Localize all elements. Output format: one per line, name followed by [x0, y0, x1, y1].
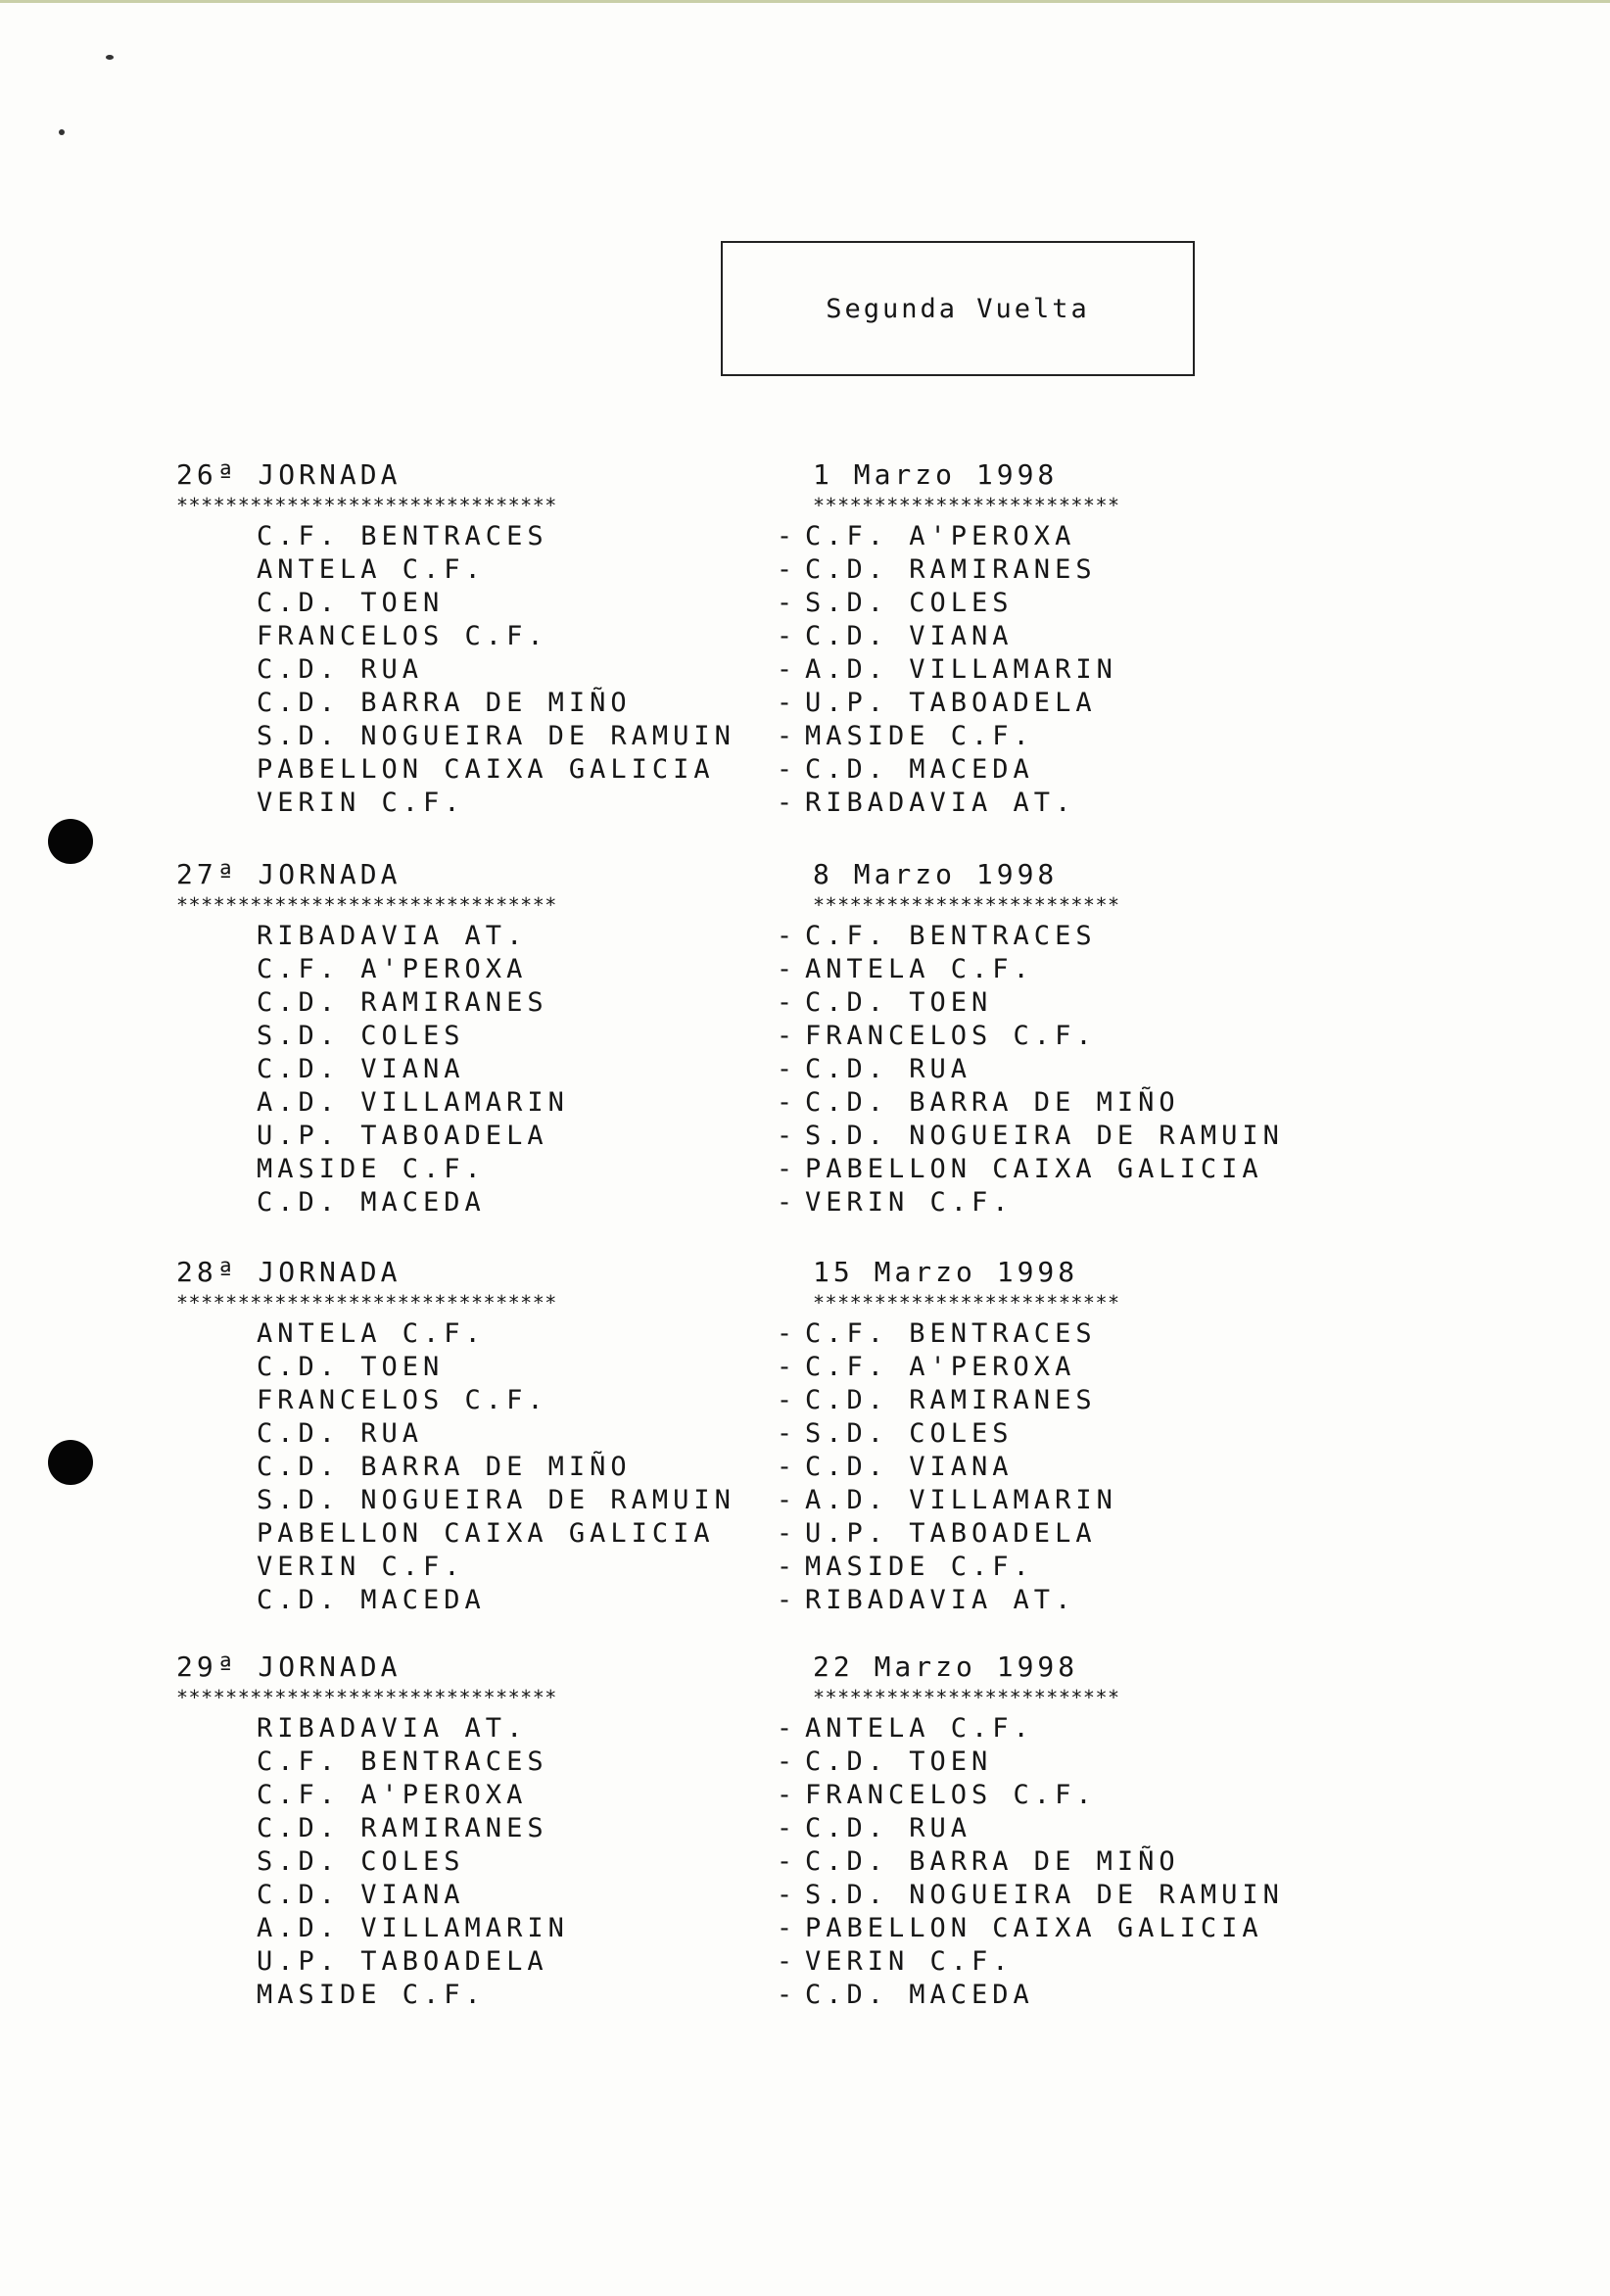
- round-section: [176, 856, 1302, 1219]
- away-team: ANTELA C.F.: [805, 953, 1034, 984]
- versus-dash: -: [776, 553, 793, 585]
- versus-dash: -: [776, 1417, 793, 1449]
- home-team: FRANCELOS C.F.: [257, 1384, 548, 1415]
- versus-dash: -: [776, 587, 793, 618]
- match-row: [176, 686, 1302, 719]
- match-row: [176, 1085, 1302, 1119]
- home-team: C.D. MACEDA: [257, 1186, 486, 1218]
- home-team: C.D. VIANA: [257, 1879, 465, 1910]
- versus-dash: -: [776, 1053, 793, 1084]
- match-row: [176, 1416, 1302, 1450]
- versus-dash: -: [776, 920, 793, 951]
- versus-dash: -: [776, 1186, 793, 1218]
- away-team: PABELLON CAIXA GALICIA: [805, 1153, 1263, 1184]
- home-team: C.F. A'PEROXA: [257, 1779, 528, 1810]
- match-row: [176, 1911, 1302, 1944]
- away-team: C.D. BARRA DE MIÑO: [805, 1086, 1180, 1118]
- versus-dash: -: [776, 1517, 793, 1549]
- away-team: VERIN C.F.: [805, 1186, 1014, 1218]
- round-date: 22 Marzo 1998: [813, 1650, 1079, 1683]
- versus-dash: -: [776, 1317, 793, 1349]
- asterisk-divider: [176, 891, 1302, 919]
- home-team: VERIN C.F.: [257, 1551, 465, 1582]
- versus-dash: -: [776, 1551, 793, 1582]
- away-team: C.F. A'PEROXA: [805, 1351, 1076, 1382]
- away-team: RIBADAVIA AT.: [805, 787, 1076, 818]
- home-team: RIBADAVIA AT.: [257, 1712, 528, 1744]
- versus-dash: -: [776, 1351, 793, 1382]
- versus-dash: -: [776, 753, 793, 785]
- away-team: FRANCELOS C.F.: [805, 1779, 1097, 1810]
- home-team: S.D. NOGUEIRA DE RAMUIN: [257, 1484, 735, 1515]
- page-edge: [0, 0, 1610, 3]
- home-team: A.D. VILLAMARIN: [257, 1086, 569, 1118]
- home-team: C.D. TOEN: [257, 1351, 445, 1382]
- away-team: A.D. VILLAMARIN: [805, 653, 1117, 685]
- round-title: 27ª JORNADA: [176, 857, 402, 890]
- match-row: [176, 552, 1302, 586]
- match-row: [176, 1350, 1302, 1383]
- home-team: C.F. BENTRACES: [257, 1746, 548, 1777]
- away-team: C.F. A'PEROXA: [805, 520, 1076, 551]
- round-date: 15 Marzo 1998: [813, 1255, 1079, 1288]
- asterisk-rule-right: *************************: [813, 494, 1120, 517]
- versus-dash: -: [776, 1120, 793, 1151]
- home-team: C.F. A'PEROXA: [257, 953, 528, 984]
- home-team: C.D. BARRA DE MIÑO: [257, 1451, 632, 1482]
- home-team: C.D. RAMIRANES: [257, 1812, 548, 1843]
- versus-dash: -: [776, 1451, 793, 1482]
- match-row: [176, 1944, 1302, 1978]
- away-team: C.D. RAMIRANES: [805, 553, 1097, 585]
- match-row: [176, 652, 1302, 686]
- home-team: U.P. TABOADELA: [257, 1120, 548, 1151]
- match-row: [176, 752, 1302, 786]
- away-team: A.D. VILLAMARIN: [805, 1484, 1117, 1515]
- match-row: [176, 586, 1302, 619]
- home-team: C.D. MACEDA: [257, 1584, 486, 1615]
- match-row: [176, 1152, 1302, 1185]
- versus-dash: -: [776, 1979, 793, 2010]
- away-team: C.D. BARRA DE MIÑO: [805, 1845, 1180, 1877]
- match-row: [176, 719, 1302, 752]
- away-team: C.D. RUA: [805, 1053, 972, 1084]
- home-team: FRANCELOS C.F.: [257, 620, 548, 651]
- match-row: [176, 1844, 1302, 1878]
- match-row: [176, 919, 1302, 952]
- home-team: MASIDE C.F.: [257, 1979, 486, 2010]
- match-row: [176, 1450, 1302, 1483]
- home-team: C.D. RUA: [257, 1417, 424, 1449]
- match-row: [176, 619, 1302, 652]
- asterisk-divider: [176, 1289, 1302, 1316]
- round-header: [176, 456, 1302, 492]
- home-team: C.D. TOEN: [257, 587, 445, 618]
- versus-dash: -: [776, 720, 793, 751]
- asterisk-rule-left: *******************************: [176, 893, 557, 917]
- match-row: [176, 1550, 1302, 1583]
- match-row: [176, 786, 1302, 819]
- versus-dash: -: [776, 1746, 793, 1777]
- versus-dash: -: [776, 1779, 793, 1810]
- home-team: C.D. RUA: [257, 653, 424, 685]
- round-header: [176, 1254, 1302, 1289]
- round-title: 29ª JORNADA: [176, 1650, 402, 1683]
- away-team: U.P. TABOADELA: [805, 1517, 1097, 1549]
- away-team: S.D. NOGUEIRA DE RAMUIN: [805, 1879, 1284, 1910]
- home-team: RIBADAVIA AT.: [257, 920, 528, 951]
- home-team: A.D. VILLAMARIN: [257, 1912, 569, 1943]
- versus-dash: -: [776, 953, 793, 984]
- home-team: C.F. BENTRACES: [257, 520, 548, 551]
- away-team: S.D. NOGUEIRA DE RAMUIN: [805, 1120, 1284, 1151]
- home-team: PABELLON CAIXA GALICIA: [257, 753, 715, 785]
- punch-hole: [48, 1440, 93, 1485]
- away-team: C.D. MACEDA: [805, 1979, 1034, 2010]
- asterisk-rule-right: *************************: [813, 1291, 1120, 1315]
- home-team: C.D. BARRA DE MIÑO: [257, 687, 632, 718]
- away-team: C.D. VIANA: [805, 1451, 1014, 1482]
- match-row: [176, 1778, 1302, 1811]
- home-team: S.D. COLES: [257, 1020, 465, 1051]
- away-team: ANTELA C.F.: [805, 1712, 1034, 1744]
- away-team: C.D. RUA: [805, 1812, 972, 1843]
- home-team: ANTELA C.F.: [257, 1317, 486, 1349]
- match-row: [176, 952, 1302, 985]
- asterisk-rule-left: *******************************: [176, 494, 557, 517]
- away-team: C.D. RAMIRANES: [805, 1384, 1097, 1415]
- home-team: S.D. COLES: [257, 1845, 465, 1877]
- versus-dash: -: [776, 1912, 793, 1943]
- asterisk-divider: [176, 492, 1302, 519]
- versus-dash: -: [776, 1712, 793, 1744]
- home-team: C.D. VIANA: [257, 1053, 465, 1084]
- asterisk-rule-left: *******************************: [176, 1291, 557, 1315]
- section-title: Segunda Vuelta: [721, 241, 1195, 376]
- match-row: [176, 1185, 1302, 1219]
- round-date: 1 Marzo 1998: [813, 457, 1059, 491]
- asterisk-divider: [176, 1684, 1302, 1711]
- versus-dash: -: [776, 986, 793, 1018]
- away-team: S.D. COLES: [805, 1417, 1014, 1449]
- match-row: [176, 1316, 1302, 1350]
- away-team: C.D. MACEDA: [805, 753, 1034, 785]
- round-title: 28ª JORNADA: [176, 1255, 402, 1288]
- match-row: [176, 1978, 1302, 2011]
- round-header: [176, 856, 1302, 891]
- home-team: PABELLON CAIXA GALICIA: [257, 1517, 715, 1549]
- home-team: U.P. TABOADELA: [257, 1945, 548, 1977]
- away-team: PABELLON CAIXA GALICIA: [805, 1912, 1263, 1943]
- away-team: C.D. TOEN: [805, 1746, 993, 1777]
- versus-dash: -: [776, 1584, 793, 1615]
- away-team: VERIN C.F.: [805, 1945, 1014, 1977]
- home-team: C.D. RAMIRANES: [257, 986, 548, 1018]
- round-section: [176, 456, 1302, 819]
- match-row: [176, 1383, 1302, 1416]
- match-row: [176, 1516, 1302, 1550]
- versus-dash: -: [776, 1812, 793, 1843]
- match-row: [176, 1119, 1302, 1152]
- round-header: [176, 1649, 1302, 1684]
- away-team: S.D. COLES: [805, 587, 1014, 618]
- versus-dash: -: [776, 687, 793, 718]
- asterisk-rule-right: *************************: [813, 1686, 1120, 1709]
- round-title: 26ª JORNADA: [176, 457, 402, 491]
- versus-dash: -: [776, 1845, 793, 1877]
- versus-dash: -: [776, 520, 793, 551]
- versus-dash: -: [776, 1020, 793, 1051]
- match-row: [176, 1745, 1302, 1778]
- match-row: [176, 1811, 1302, 1844]
- punch-hole: [48, 819, 93, 864]
- speck: [106, 55, 114, 60]
- round-section: [176, 1649, 1302, 2011]
- round-date: 8 Marzo 1998: [813, 857, 1059, 890]
- versus-dash: -: [776, 1945, 793, 1977]
- away-team: RIBADAVIA AT.: [805, 1584, 1076, 1615]
- match-row: [176, 1711, 1302, 1745]
- away-team: C.D. TOEN: [805, 986, 993, 1018]
- home-team: ANTELA C.F.: [257, 553, 486, 585]
- away-team: MASIDE C.F.: [805, 1551, 1034, 1582]
- home-team: S.D. NOGUEIRA DE RAMUIN: [257, 720, 735, 751]
- away-team: C.F. BENTRACES: [805, 1317, 1097, 1349]
- away-team: C.D. VIANA: [805, 620, 1014, 651]
- away-team: FRANCELOS C.F.: [805, 1020, 1097, 1051]
- round-section: [176, 1254, 1302, 1616]
- versus-dash: -: [776, 1484, 793, 1515]
- versus-dash: -: [776, 620, 793, 651]
- versus-dash: -: [776, 1879, 793, 1910]
- asterisk-rule-right: *************************: [813, 893, 1120, 917]
- match-row: [176, 1483, 1302, 1516]
- versus-dash: -: [776, 1153, 793, 1184]
- versus-dash: -: [776, 1384, 793, 1415]
- match-row: [176, 519, 1302, 552]
- home-team: MASIDE C.F.: [257, 1153, 486, 1184]
- away-team: C.F. BENTRACES: [805, 920, 1097, 951]
- asterisk-rule-left: *******************************: [176, 1686, 557, 1709]
- match-row: [176, 1052, 1302, 1085]
- versus-dash: -: [776, 1086, 793, 1118]
- match-row: [176, 1583, 1302, 1616]
- match-row: [176, 1019, 1302, 1052]
- away-team: MASIDE C.F.: [805, 720, 1034, 751]
- match-row: [176, 985, 1302, 1019]
- away-team: U.P. TABOADELA: [805, 687, 1097, 718]
- speck: [59, 129, 65, 135]
- versus-dash: -: [776, 653, 793, 685]
- versus-dash: -: [776, 787, 793, 818]
- home-team: VERIN C.F.: [257, 787, 465, 818]
- match-row: [176, 1878, 1302, 1911]
